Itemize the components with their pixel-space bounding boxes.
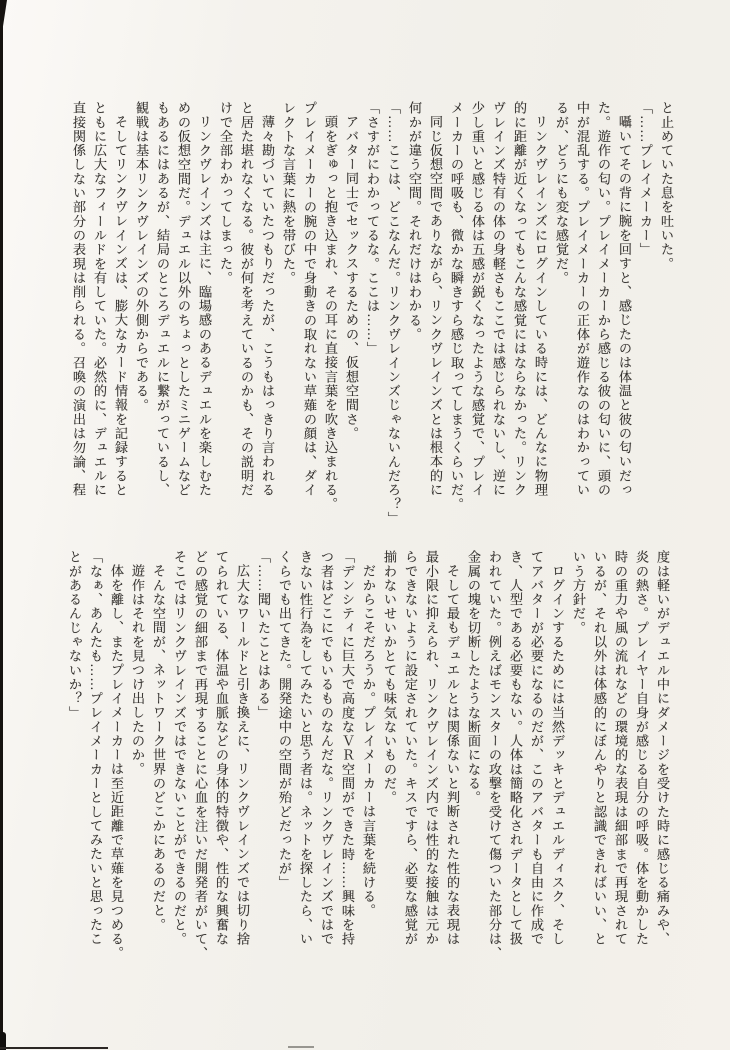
text-column: そんな空間が、ネットワーク世界のどこかにあるのだと。 [151, 564, 166, 933]
text-column: 金属の塊を切断したような断面になる。 [466, 550, 481, 805]
text-column: きない性行為をしてみたいと思う者は。ネットを探したら、い [298, 550, 313, 947]
text-column: 広大なワールドと引き換えに、リンクヴレインズでは切り捨 [235, 564, 250, 947]
text-column: メーカーの呼吸も、微かな瞬きすら感じ取ってしまうくらいだ。 [449, 101, 464, 512]
text-column: 同じ仮想空間でありながら、リンクヴレインズとは根本的に [428, 115, 443, 498]
text-column: プレイメーカーの腕の中で身動きの取れない草薙の顔は、ダイ [302, 101, 317, 498]
text-column: と居た堪れなくなる。彼が何を考えているのかも、その説明だ [239, 101, 254, 498]
text-column: われていた。例えばモンスターの攻撃を受けて傷ついた部分は、 [487, 550, 502, 961]
text-column: 少し重いと感じる体は五感が鋭くなったような感覚で、プレイ [470, 101, 485, 498]
text-column: 度は軽いがデュエル中にダメージを受けた時に感じる痛みや、 [655, 550, 670, 947]
scan-line-bottom-artifact [0, 1047, 108, 1049]
text-column: 最小限に抑えられ、リンクヴレインズ内では性的な接触は元か [424, 550, 439, 947]
scan-line-bottom-faint-artifact [288, 1046, 314, 1048]
text-column: らできないように設定されていた。キスですら、必要な感覚が [403, 550, 418, 947]
text-column: くらでも出てきた。開発途中の空間が殆どだったが」 [277, 550, 292, 890]
text-column: 揃わないせいかとても味気ないものだ。 [382, 550, 397, 805]
text-block-top [68, 101, 677, 526]
text-column: そこではリンクヴレインズではできないことができるのだと。 [172, 550, 187, 947]
text-column: つ者はどこにでもいるものなんだな。リンクヴレインズではで [319, 550, 334, 947]
text-column: き、人型である必要もない。人体は簡略化されデータとして扱 [508, 550, 523, 947]
text-column: 直接関係しない部分の表現は削られる。召喚の演出は勿論、程 [71, 101, 86, 498]
text-column: けで全部わかってしまった。 [218, 101, 233, 285]
text-column: 「さすがにわかってるな。ここは……」 [365, 101, 380, 356]
text-column: とがあるんじゃないか？」 [67, 550, 82, 720]
text-column: 囁いてその背に腕を回すと、感じたのは体温と彼の匂いだっ [617, 115, 632, 498]
text-column: た。遊作の匂い。プレイメーカーから感じる彼の匂いに、頭の [596, 101, 611, 498]
text-column: 時の重力や風の流れなどの環境的な表現は細部まで再現されて [613, 550, 628, 947]
text-column: そしてリンクヴレインズは、膨大なカード情報を記録すると [113, 115, 128, 498]
text-column: てられている、体温や血脈などの身体的特徴や、性的な興奮な [214, 550, 229, 947]
text-column: 観戦は基本リンクヴレインズの外側からである。 [134, 101, 149, 413]
text-column: めの仮想空間だ。デュエル以外のちょっとしたミニゲームなど [176, 101, 191, 498]
text-column: リンクヴレインズにログインしている時には、どんなに物理 [533, 115, 548, 498]
text-column: と止めていた息を吐いた。 [659, 101, 674, 271]
text-column: もあるにはあるが、結局のところデュエルに繋がっているし、 [155, 101, 170, 498]
text-column: 薄々勘づいていたつもりだったが、こうもはっきり言われる [260, 115, 275, 498]
text-column: てアバターが必要になるのだが、このアバターも自由に作成で [529, 550, 544, 947]
text-column: 的に距離が近くなってもこんな感覚にはならなかった。リンク [512, 101, 527, 498]
text-column: 「……聞いたことはある」 [256, 550, 271, 720]
text-column: 炎の熱さ。プレイヤー自身が感じる自分の呼吸。体を動かした [634, 550, 649, 947]
text-block-bottom [64, 550, 673, 961]
text-column: そして最もデュエルとは関係ないと判断された性的な表現は [445, 564, 460, 947]
text-column: ヴレインズ特有の体の身軽さもここでは感じられないし、逆に [491, 101, 506, 498]
text-column: ともに広大なフィールドを有していた。必然的に、デュエルに [92, 101, 107, 498]
text-column: だからこそだろうか。プレイメーカーは言葉を続ける。 [361, 564, 376, 918]
text-column: アバター同士でセックスするための、仮想空間さ。 [344, 115, 359, 441]
text-column: ログインするためには当然デッキとデュエルディスク、そし [550, 564, 565, 947]
text-column: 頭をぎゅっと抱き込まれ、その耳に直接言葉を吹き込まれる。 [323, 115, 338, 512]
text-column: 「……プレイメーカー」 [638, 101, 653, 257]
text-column: 遊作はそれを見つけ出したのか。 [130, 564, 145, 777]
text-column: 「なぁ、あんたも……プレイメーカーとしてみたいと思ったこ [88, 550, 103, 947]
text-column: レクトな言葉に熱を帯びた。 [281, 101, 296, 285]
text-column: るが、どうにも変な感覚だ。 [554, 101, 569, 285]
text-column: 「デンシティに巨大で高度なＶＲ空間ができた時……興味を持 [340, 550, 355, 947]
text-column: いるが、それ以外は体感的にぼんやりと認識できればいい、と [592, 550, 607, 947]
text-column: いう方針だ。 [571, 550, 586, 635]
scan-edge-left-artifact [0, 0, 3, 1050]
text-column: 「……ここは、どこなんだ。リンクヴレインズじゃないんだろ？」 [386, 101, 401, 526]
text-column: どの感覚の細部まで再現することに心血を注いだ開発者がいて、 [193, 550, 208, 961]
text-column: 中が混乱する。プレイメーカーの正体が遊作なのはわかってい [575, 101, 590, 498]
text-column: 体を離し、またプレイメーカーは至近距離で草薙を見つめる。 [109, 564, 124, 961]
text-column: 何かが違う空間。それだけはわかる。 [407, 101, 422, 342]
text-column: リンクヴレインズは主に、臨場感のあるデュエルを楽しむた [197, 115, 212, 498]
